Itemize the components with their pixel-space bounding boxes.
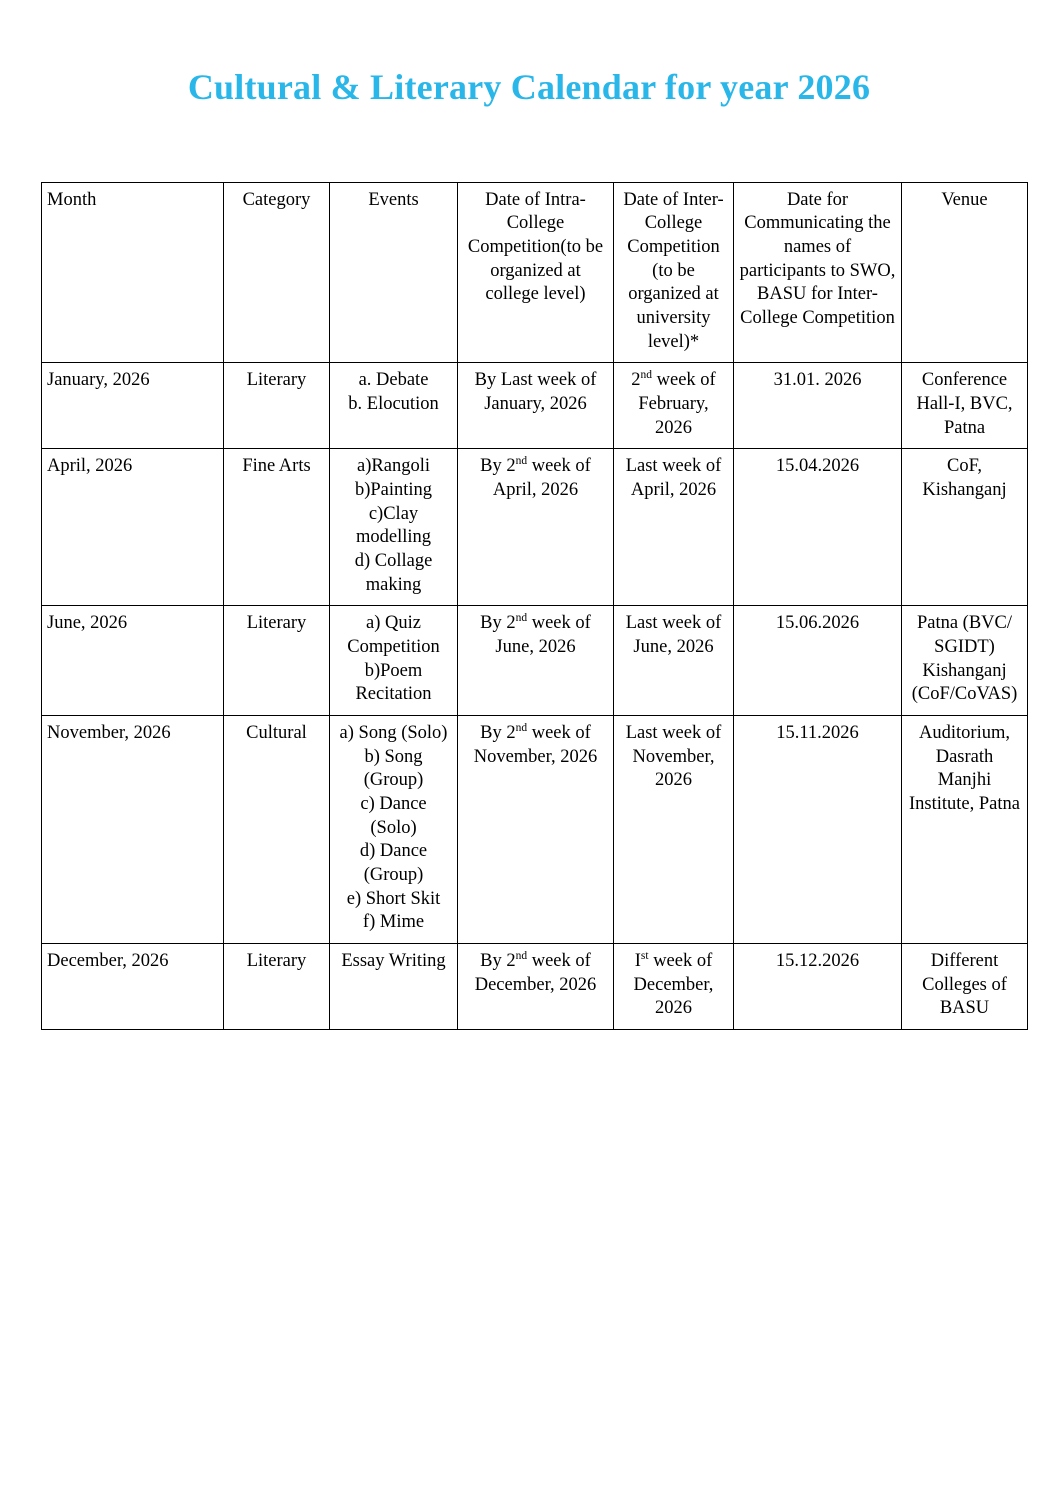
cell-venue: Different Colleges of BASU <box>902 944 1028 1030</box>
event-item: d) Collage making <box>354 551 433 595</box>
cell-communicate-date: 15.06.2026 <box>734 606 902 716</box>
cell-month: June, 2026 <box>42 606 224 716</box>
cell-venue: Auditorium, Dasrath Manjhi Institute, Patna <box>902 716 1028 944</box>
page-title: Cultural & Literary Calendar for year 2026 <box>187 67 871 107</box>
table-row <box>42 363 1028 449</box>
table-row <box>42 606 1028 716</box>
event-item: b) Song (Group) <box>363 746 424 791</box>
cell-venue: Patna (BVC/ SGIDT) Kishanganj (CoF/CoVAS) <box>902 606 1028 716</box>
event-item: a) Song (Solo) <box>339 723 448 744</box>
column-header-venue: Venue <box>902 182 1028 363</box>
calendar-table <box>41 182 1028 1031</box>
event-item: b)Painting <box>354 479 433 500</box>
event-item: e) Short Skit <box>346 888 441 909</box>
cell-category: Literary <box>224 944 330 1030</box>
event-item: a) Quiz Competition <box>347 613 440 658</box>
cell-intra-date: By 2nd week of June, 2026 <box>458 606 614 716</box>
cell-communicate-date: 15.11.2026 <box>734 716 902 944</box>
cell-intra-date: By 2nd week of November, 2026 <box>458 716 614 944</box>
event-item: a. Debate <box>358 370 429 391</box>
cell-communicate-date: 15.12.2026 <box>734 944 902 1030</box>
cell-venue: Conference Hall-I, BVC, Patna <box>902 363 1028 449</box>
table-header-row <box>42 182 1028 363</box>
cell-events <box>330 716 458 944</box>
table-row <box>42 449 1028 606</box>
column-header-communicate-date: Date for Communicating the names of participants to SWO, BASU for Inter-College Competition <box>734 182 902 363</box>
event-item: a)Rangoli <box>357 456 430 477</box>
table-row <box>42 716 1028 944</box>
cell-category: Fine Arts <box>224 449 330 606</box>
cell-inter-date: Last week of June, 2026 <box>614 606 734 716</box>
cell-month: January, 2026 <box>42 363 224 449</box>
cell-inter-date: Ist week of December, 2026 <box>614 944 734 1030</box>
cell-category: Cultural <box>224 716 330 944</box>
cell-inter-date: 2nd week of February, 2026 <box>614 363 734 449</box>
event-item: f) Mime <box>362 912 425 933</box>
table-body <box>42 363 1028 1030</box>
cell-inter-date: Last week of November, 2026 <box>614 716 734 944</box>
cell-month: November, 2026 <box>42 716 224 944</box>
column-header-inter-date: Date of Inter-College Competition (to be organized at university level)* <box>614 182 734 363</box>
cell-communicate-date: 15.04.2026 <box>734 449 902 606</box>
event-item: Essay Writing <box>341 951 446 972</box>
cell-intra-date: By 2nd week of April, 2026 <box>458 449 614 606</box>
column-header-month: Month <box>42 182 224 363</box>
cell-venue: CoF, Kishanganj <box>902 449 1028 606</box>
column-header-events: Events <box>330 182 458 363</box>
calendar-table-wrapper <box>39 108 1019 1031</box>
cell-category: Literary <box>224 363 330 449</box>
event-item: c)Clay modelling <box>355 503 432 548</box>
cell-month: December, 2026 <box>42 944 224 1030</box>
column-header-category: Category <box>224 182 330 363</box>
cell-intra-date: By Last week of January, 2026 <box>458 363 614 449</box>
column-header-intra-date: Date of Intra-College Competition(to be organized at college level) <box>458 182 614 363</box>
cell-intra-date: By 2nd week of December, 2026 <box>458 944 614 1030</box>
cell-events <box>330 606 458 716</box>
cell-events <box>330 944 458 1030</box>
cell-communicate-date: 31.01. 2026 <box>734 363 902 449</box>
table-header <box>42 182 1028 363</box>
cell-category: Literary <box>224 606 330 716</box>
event-item: b)Poem Recitation <box>355 660 432 705</box>
event-item: c) Dance (Solo) <box>360 794 427 838</box>
cell-month: April, 2026 <box>42 449 224 606</box>
event-item: b. Elocution <box>348 393 439 414</box>
cell-inter-date: Last week of April, 2026 <box>614 449 734 606</box>
cell-events <box>330 449 458 606</box>
table-row <box>42 944 1028 1030</box>
cell-events <box>330 363 458 449</box>
event-item: d) Dance (Group) <box>359 841 428 886</box>
